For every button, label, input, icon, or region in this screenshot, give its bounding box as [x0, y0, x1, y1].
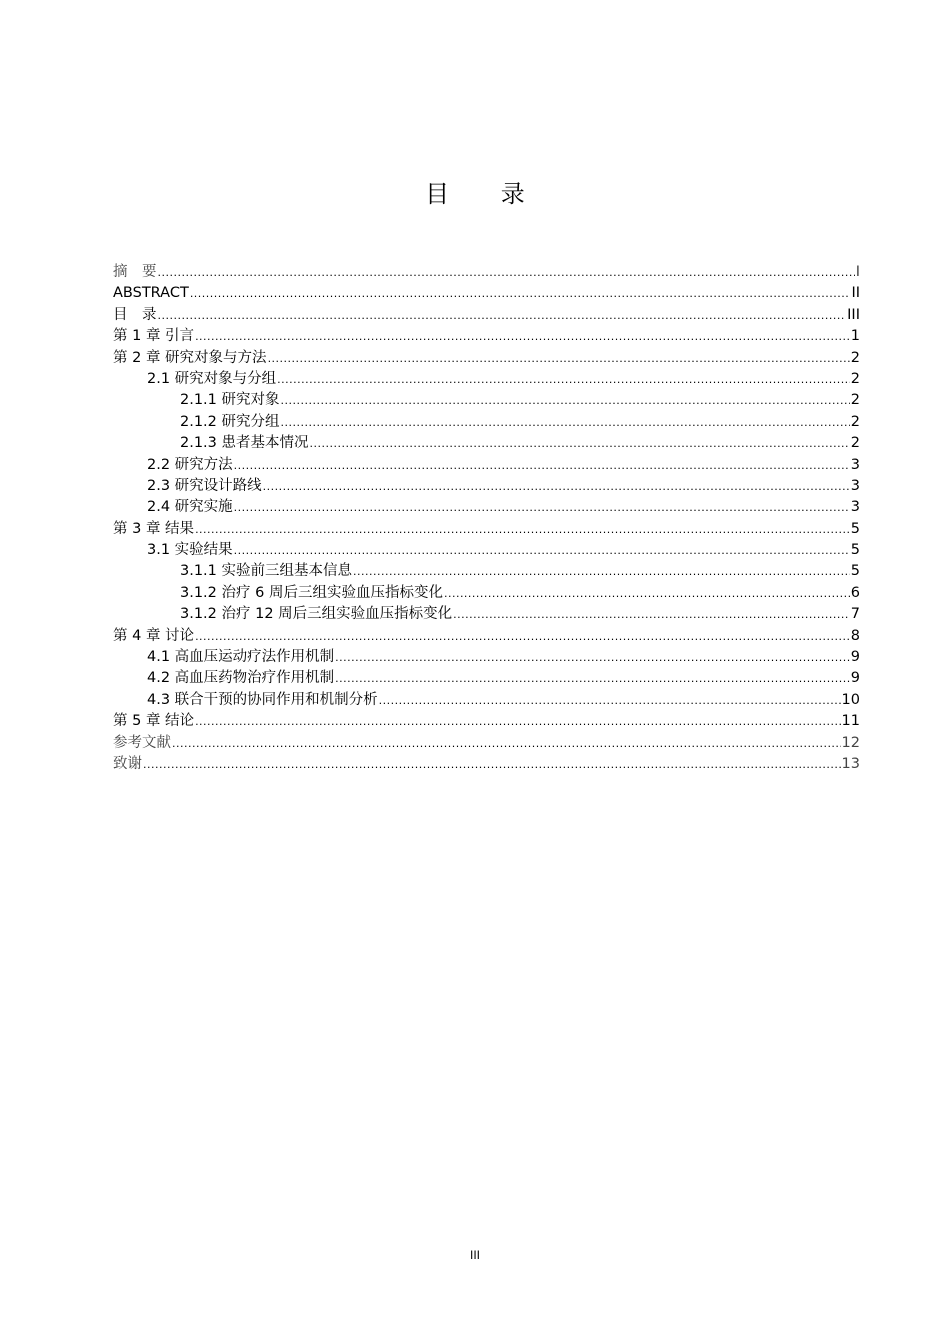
dot-leader — [172, 733, 841, 754]
toc-entry-page: 2 — [850, 370, 860, 387]
toc-entry[interactable] — [113, 604, 860, 625]
toc-entry-page: 9 — [850, 649, 860, 666]
toc-entry[interactable] — [113, 647, 860, 668]
toc-entry-label: 3.1.1 实验前三组基本信息 — [180, 563, 353, 580]
toc-entry-label: 2.1.1 研究对象 — [180, 392, 280, 409]
toc-entry[interactable] — [113, 283, 860, 304]
toc-entry-label: 2.4 研究实施 — [147, 499, 233, 516]
toc-entry-label: 2.2 研究方法 — [147, 456, 233, 473]
toc-entry-label: 第 4 章 讨论 — [113, 627, 195, 644]
toc-entry-page: 3 — [850, 477, 860, 494]
dot-leader — [234, 540, 850, 561]
toc-entry-page: 10 — [841, 691, 860, 708]
toc-entry-page: 7 — [850, 606, 860, 623]
toc-entry[interactable] — [113, 668, 860, 689]
dot-leader — [379, 690, 841, 711]
toc-entry-page: 6 — [850, 584, 860, 601]
toc-entry-page: II — [851, 285, 860, 302]
toc-entry[interactable] — [113, 455, 860, 476]
toc-entry-label: 参考文献 — [113, 734, 171, 751]
toc-entry-label: 第 5 章 结论 — [113, 713, 195, 730]
toc-entry-page: 2 — [850, 349, 860, 366]
toc-entry-label: 目 录 — [113, 306, 157, 323]
dot-leader — [277, 369, 850, 390]
dot-leader — [195, 326, 850, 347]
dot-leader — [143, 754, 841, 775]
toc-entry[interactable] — [113, 348, 860, 369]
dot-leader — [158, 305, 847, 326]
toc-entry-page: 1 — [850, 328, 860, 345]
dot-leader — [453, 604, 850, 625]
dot-leader — [444, 583, 850, 604]
toc-entry[interactable] — [113, 262, 860, 283]
toc-entry-page: III — [847, 306, 860, 323]
toc-entry-page: I — [855, 264, 860, 280]
dot-leader — [281, 412, 850, 433]
toc-entry-page: 11 — [841, 713, 860, 730]
dot-leader — [353, 561, 850, 582]
toc-entry-label: 2.1 研究对象与分组 — [147, 370, 277, 387]
page-number: III — [469, 1248, 480, 1262]
dot-leader — [190, 283, 851, 304]
toc-entry-label: 第 2 章 研究对象与方法 — [113, 349, 267, 366]
toc-entry[interactable] — [113, 690, 860, 711]
toc-entry[interactable] — [113, 433, 860, 454]
dot-leader — [234, 497, 850, 518]
toc-entry-page: 5 — [850, 520, 860, 537]
toc-entry-label: 2.1.3 患者基本情况 — [180, 435, 309, 452]
toc-entry-label: 3.1 实验结果 — [147, 542, 233, 559]
toc-entry[interactable] — [113, 326, 860, 347]
toc-entry-page: 2 — [850, 435, 860, 452]
dot-leader — [195, 711, 840, 732]
table-of-contents — [113, 262, 860, 775]
toc-entry-page: 12 — [841, 734, 860, 751]
toc-entry-label: 4.1 高血压运动疗法作用机制 — [147, 649, 335, 666]
toc-entry-label: 致谢 — [113, 755, 142, 772]
toc-entry[interactable] — [113, 476, 860, 497]
dot-leader — [195, 519, 850, 540]
toc-entry-page: 13 — [841, 755, 860, 772]
toc-entry[interactable] — [113, 561, 860, 582]
dot-leader — [158, 262, 855, 283]
toc-entry-page: 2 — [850, 413, 860, 430]
toc-entry[interactable] — [113, 519, 860, 540]
toc-entry[interactable] — [113, 497, 860, 518]
toc-entry-label: 3.1.2 治疗 6 周后三组实验血压指标变化 — [180, 584, 443, 601]
dot-leader — [195, 626, 850, 647]
toc-entry-label: 2.1.2 研究分组 — [180, 413, 280, 430]
toc-entry-label: 4.3 联合干预的协同作用和机制分析 — [147, 691, 378, 708]
toc-entry[interactable] — [113, 711, 860, 732]
toc-entry[interactable] — [113, 540, 860, 561]
dot-leader — [268, 348, 850, 369]
toc-entry-label: ABSTRACT — [113, 285, 189, 302]
dot-leader — [310, 433, 850, 454]
toc-entry[interactable] — [113, 626, 860, 647]
toc-entry-label: 第 1 章 引言 — [113, 328, 195, 345]
page-title: 目 录 — [425, 180, 547, 208]
dot-leader — [263, 476, 850, 497]
toc-entry[interactable] — [113, 412, 860, 433]
toc-entry-label: 2.3 研究设计路线 — [147, 477, 262, 494]
toc-entry-page: 8 — [850, 627, 860, 644]
dot-leader — [281, 390, 850, 411]
toc-entry[interactable] — [113, 733, 860, 754]
toc-entry-label: 摘 要 — [113, 264, 157, 280]
toc-entry-page: 9 — [850, 670, 860, 687]
toc-entry-page: 2 — [850, 392, 860, 409]
dot-leader — [234, 455, 850, 476]
toc-entry-label: 4.2 高血压药物治疗作用机制 — [147, 670, 335, 687]
dot-leader — [335, 668, 850, 689]
toc-entry-page: 3 — [850, 499, 860, 516]
dot-leader — [335, 647, 850, 668]
toc-entry-page: 5 — [850, 542, 860, 559]
toc-entry[interactable] — [113, 369, 860, 390]
toc-entry[interactable] — [113, 583, 860, 604]
toc-entry-page: 3 — [850, 456, 860, 473]
toc-entry-page: 5 — [850, 563, 860, 580]
toc-entry[interactable] — [113, 305, 860, 326]
toc-entry-label: 3.1.2 治疗 12 周后三组实验血压指标变化 — [180, 606, 453, 623]
toc-entry-label: 第 3 章 结果 — [113, 520, 195, 537]
toc-entry[interactable] — [113, 754, 860, 775]
toc-entry[interactable] — [113, 390, 860, 411]
